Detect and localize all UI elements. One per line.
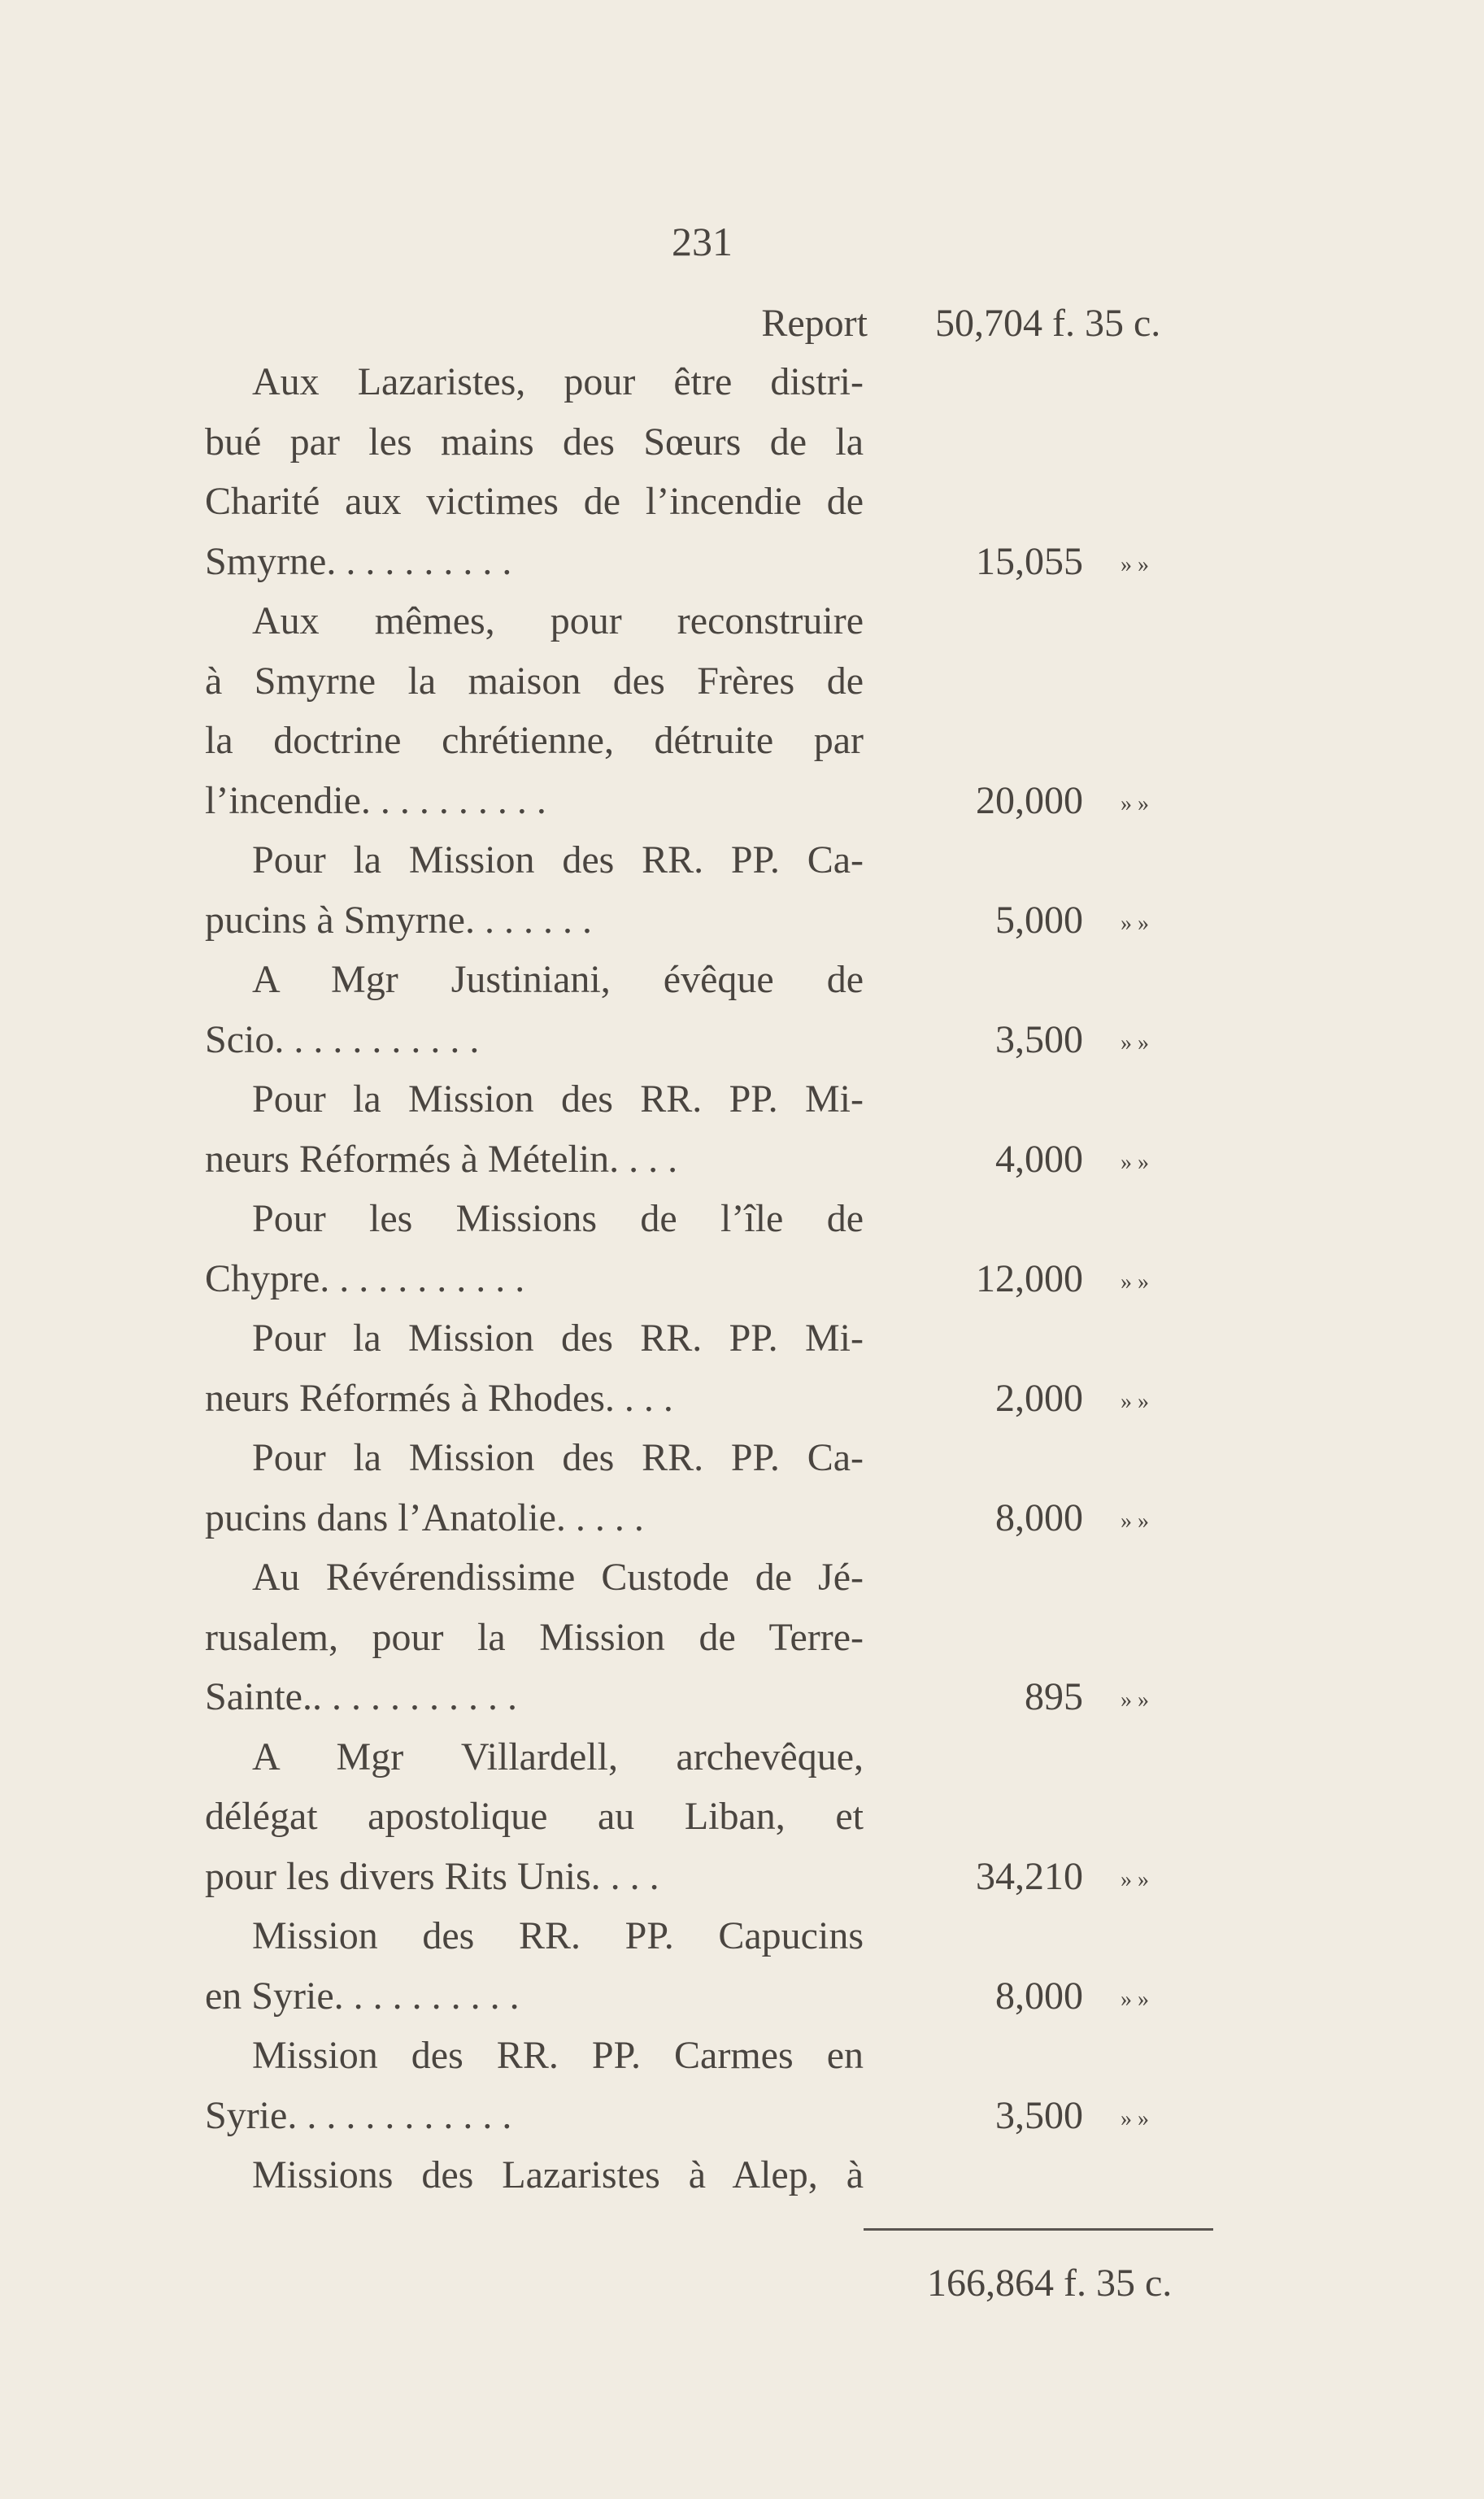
ledger-amount: 5,000 [995, 899, 1083, 942]
total-rule [864, 2228, 1213, 2231]
ledger-line: en Syrie. . . . . . . . . . [205, 1974, 520, 2018]
ledger-line: pucins à Smyrne. . . . . . . [205, 899, 592, 942]
ledger-line: Syrie. . . . . . . . . . . . [205, 2094, 512, 2137]
ditto-mark: » » [1121, 1687, 1149, 1713]
ledger-line: Chypre. . . . . . . . . . . [205, 1257, 525, 1300]
ledger-line: pour les divers Rits Unis. . . . [205, 1855, 659, 1898]
ledger-amount: 2,000 [995, 1377, 1083, 1420]
ledger-line: Pour les Missions de l’île de [252, 1197, 864, 1240]
ditto-mark: » » [1121, 1030, 1149, 1056]
ledger-line: Sainte.. . . . . . . . . . . [205, 1675, 517, 1718]
ledger-line: Smyrne. . . . . . . . . . [205, 540, 512, 583]
ledger-line: Missions des Lazaristes à Alep, à [252, 2153, 864, 2196]
ledger-line: Pour la Mission des RR. PP. Ca- [252, 838, 864, 882]
ledger-line: A Mgr Villardell, archevêque, [252, 1735, 864, 1778]
ledger-amount: 12,000 [976, 1257, 1083, 1300]
ledger-line: à Smyrne la maison des Frères de [205, 660, 864, 703]
ditto-mark: » » [1121, 1389, 1149, 1414]
ledger-line: Aux Lazaristes, pour être distri- [252, 360, 864, 403]
ditto-mark: » » [1121, 1867, 1149, 1892]
ledger-amount: 3,500 [995, 2094, 1083, 2137]
ledger-line: Au Révérendissime Custode de Jé- [252, 1556, 864, 1599]
ledger-line: rusalem, pour la Mission de Terre- [205, 1616, 864, 1659]
ledger-line: Mission des RR. PP. Carmes en [252, 2034, 864, 2077]
ledger-line: Pour la Mission des RR. PP. Mi- [252, 1078, 864, 1121]
ditto-mark: » » [1121, 791, 1149, 816]
ledger-line: Pour la Mission des RR. PP. Mi- [252, 1317, 864, 1360]
ledger-amount: 895 [1025, 1675, 1083, 1718]
ditto-mark: » » [1121, 1269, 1149, 1295]
ditto-mark: » » [1121, 552, 1149, 577]
ledger-line: la doctrine chrétienne, détruite par [205, 719, 864, 762]
ledger-line: neurs Réformés à Rhodes. . . . [205, 1377, 673, 1420]
ledger-amount: 34,210 [976, 1855, 1083, 1898]
page-number: 231 [672, 219, 733, 264]
report-label: Report [761, 302, 868, 345]
ditto-mark: » » [1121, 1987, 1149, 2012]
ledger-line: Pour la Mission des RR. PP. Ca- [252, 1436, 864, 1479]
ledger-line: Aux mêmes, pour reconstruire [252, 599, 864, 642]
ledger-line: A Mgr Justiniani, évêque de [252, 958, 864, 1001]
ledger-line: pucins dans l’Anatolie. . . . . [205, 1496, 644, 1539]
ledger-line: délégat apostolique au Liban, et [205, 1795, 864, 1838]
ledger-amount: 15,055 [976, 540, 1083, 583]
ledger-line: bué par les mains des Sœurs de la [205, 420, 864, 464]
ledger-amount: 3,500 [995, 1018, 1083, 1061]
ditto-mark: » » [1121, 1509, 1149, 1534]
ledger-line: Charité aux victimes de l’incendie de [205, 480, 864, 523]
ledger-amount: 4,000 [995, 1138, 1083, 1181]
ledger-line: Scio. . . . . . . . . . . [205, 1018, 480, 1061]
ledger-line: neurs Réformés à Mételin. . . . [205, 1138, 678, 1181]
ditto-mark: » » [1121, 911, 1149, 936]
ledger-line: Mission des RR. PP. Capucins [252, 1914, 864, 1957]
ditto-mark: » » [1121, 2106, 1149, 2131]
ditto-mark: » » [1121, 1150, 1149, 1175]
report-amount: 50,704 f. 35 c. [935, 302, 1161, 345]
total-amount: 166,864 f. 35 c. [927, 2262, 1173, 2305]
ledger-amount: 8,000 [995, 1496, 1083, 1539]
ledger-amount: 20,000 [976, 779, 1083, 822]
ledger-line: l’incendie. . . . . . . . . . [205, 779, 546, 822]
ledger-amount: 8,000 [995, 1974, 1083, 2018]
